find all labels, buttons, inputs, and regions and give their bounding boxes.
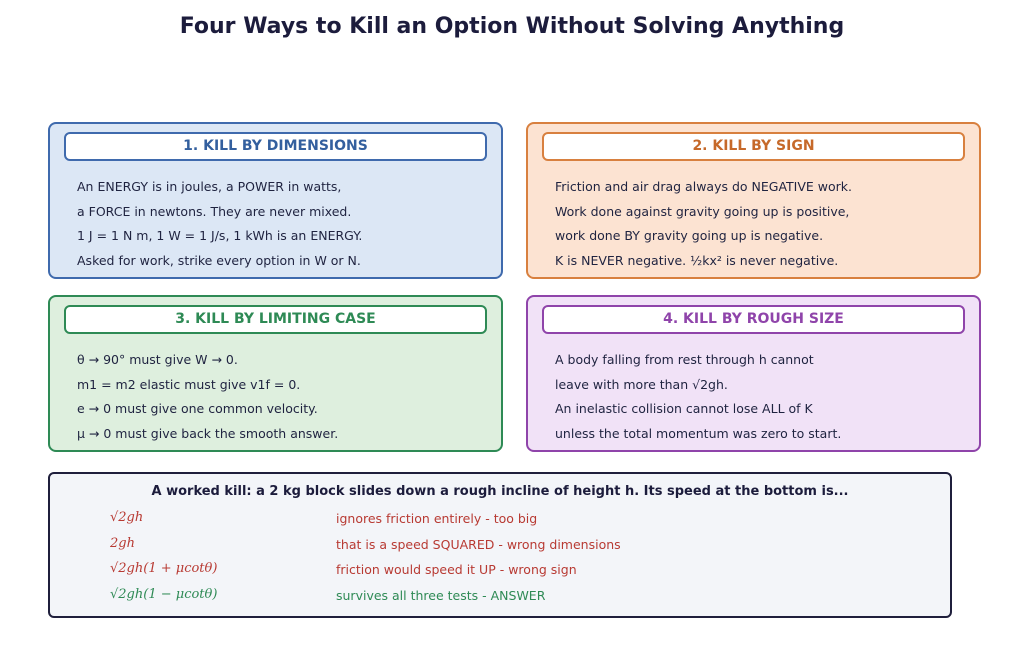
page-title: Four Ways to Kill an Option Without Solving Anything: [179, 14, 845, 39]
card-kill-by-limiting-case: [48, 295, 503, 452]
card-body: [555, 176, 852, 274]
card-line: Friction and air drag always do NEGATIVE work.: [555, 179, 852, 194]
card-header: 4. KILL BY ROUGH SIZE: [542, 305, 965, 334]
option-expression-answer: √2gh(1 − μcotθ): [110, 587, 218, 602]
card-line: a FORCE in newtons. They are never mixed.: [77, 203, 352, 219]
option-expression: 2gh: [110, 536, 135, 551]
card-line: A body falling from rest through h cannot: [555, 352, 814, 367]
card-kill-by-rough-size: [526, 295, 981, 452]
option-explanation-answer: survives all three tests - ANSWER: [336, 588, 546, 603]
card-body: [77, 349, 338, 447]
card-line: leave with more than √2gh.: [555, 376, 728, 392]
card-header: 3. KILL BY LIMITING CASE: [64, 305, 487, 334]
card-line: 1 J = 1 N m, 1 W = 1 J/s, 1 kWh is an ENERGY.: [77, 228, 363, 243]
card-kill-by-sign: [526, 122, 981, 279]
worked-question: A worked kill: a 2 kg block slides down a rough incline of height h. Its speed at the bottom is...: [151, 484, 849, 499]
option-explanation: ignores friction entirely - too big: [336, 511, 538, 526]
card-line: K is NEVER negative. ½kx² is never negative.: [555, 252, 839, 268]
worked-example-panel: [48, 472, 952, 618]
option-expression: √2gh(1 + μcotθ): [110, 561, 218, 576]
card-line: An inelastic collision cannot lose ALL of K: [555, 401, 813, 416]
card-body: [77, 176, 362, 274]
card-line: m1 = m2 elastic must give v1f = 0.: [77, 376, 301, 392]
card-line: e → 0 must give one common velocity.: [77, 401, 318, 416]
card-header: 2. KILL BY SIGN: [542, 132, 965, 161]
card-line: unless the total momentum was zero to start.: [555, 425, 842, 441]
option-expression: √2gh: [110, 510, 144, 525]
card-line: An ENERGY is in joules, a POWER in watts,: [77, 179, 342, 194]
card-line: Work done against gravity going up is positive,: [555, 203, 850, 219]
card-line: μ → 0 must give back the smooth answer.: [77, 425, 339, 441]
option-explanation: friction would speed it UP - wrong sign: [336, 562, 577, 577]
card-line: Asked for work, strike every option in W or N.: [77, 252, 361, 268]
card-header: 1. KILL BY DIMENSIONS: [64, 132, 487, 161]
card-body: [555, 349, 841, 447]
option-explanation: that is a speed SQUARED - wrong dimensions: [336, 537, 621, 552]
card-line: θ → 90° must give W → 0.: [77, 352, 238, 367]
card-kill-by-dimensions: [48, 122, 503, 279]
card-line: work done BY gravity going up is negative.: [555, 228, 824, 243]
